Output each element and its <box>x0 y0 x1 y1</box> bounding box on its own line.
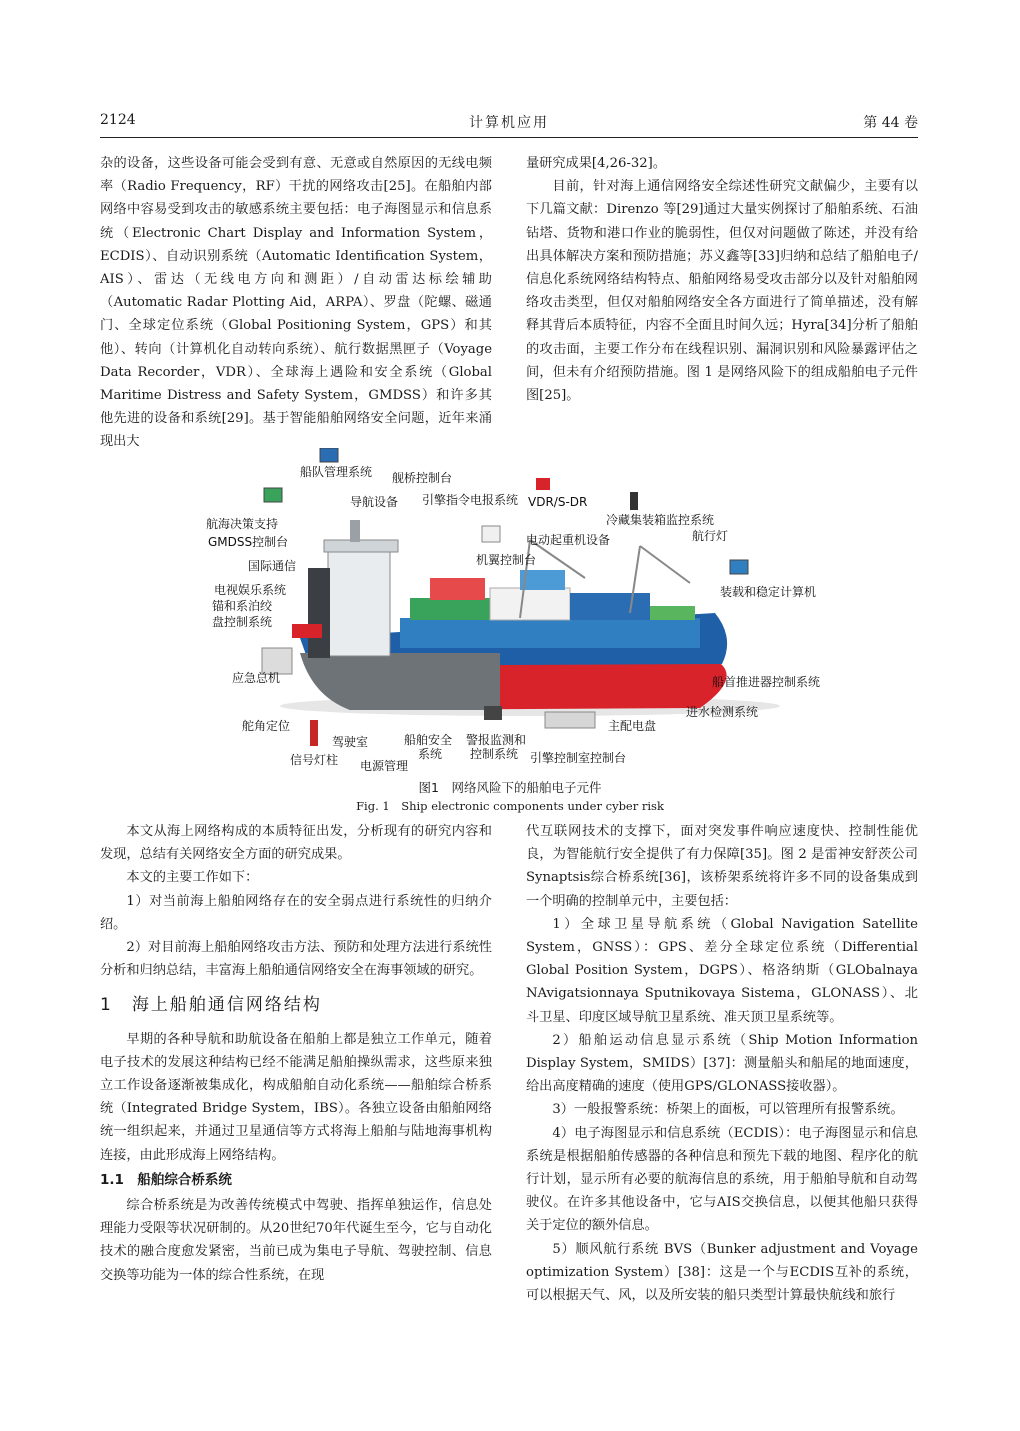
label-bow-thruster: 船首推进器控制系统 <box>712 675 821 689</box>
label-fleet: 船队管理系统 <box>300 465 373 479</box>
page-header <box>100 112 918 138</box>
paragraph: 代互联网技术的支撑下，面对突发事件响应速度快、控制性能优良，为智能航行安全提供了有力保障[35]。图 2 是雷神安舒茨公司 Synaptsis综合桥系统[36]，该桥架系统将许多不同的设备集成到一个明确的控制单元中，主要包括： <box>526 824 918 909</box>
label-emergency: 应急总机 <box>232 671 281 685</box>
label-switchboard: 主配电盘 <box>608 719 657 733</box>
label-loading: 装载和稳定计算机 <box>720 585 817 599</box>
label-engine-telegraph: 引擎指令电报系统 <box>422 493 519 507</box>
label-tv: 电视娱乐系统 <box>214 583 287 597</box>
paragraph: 目前，针对海上通信网络安全综述性研究文献偏少，主要有以下几篇文献：Direnzo 等[29]通过大量实例探讨了船舶系统、石油钻塔、货物和港口作业的脆弱性，但仅对问题做了陈述，并没有给出具体解决方案和预防措施；苏义鑫等[33]归纳和总结了船舶电子/信息化系统网络结构特点、船舶网络易受攻击部分以及针对船舶网络攻击类型，但仅对船舶网络安全各方面进行了简单描述，没有解释其背后本质特征，内容不全面且时间久远；Hyra[34]分析了船舶的攻击面，主要工作分布在线程识别、漏洞识别和风险暴露评估之间，但未有介绍预防措施。图 1 是网络风险下的组成船舶电子元件图[25]。 <box>526 179 918 404</box>
label-wing-console: 机翼控制台 <box>476 553 537 567</box>
paragraph: 量研究成果[4,26-32]。 <box>526 156 667 171</box>
left-column-bottom <box>100 820 492 1287</box>
lifeboat-icon <box>292 624 322 638</box>
label-bridge-console: 舰桥控制台 <box>392 471 453 485</box>
figure-caption-en: Fig. 1 Ship electronic components under cyber risk <box>356 799 664 813</box>
label-ship-safety-1: 船舶安全 <box>404 733 453 747</box>
paragraph: 杂的设备，这些设备可能会受到有意、无意或自然原因的无线电频率（Radio Frequency，RF）干扰的网络攻击[25]。在船舶内部网络中容易受到攻击的敏感系统主要包括：电子海图显示和信息系统（Electronic Chart Display and Information System，ECDIS）、自动识别系统（Automatic Identification System，AIS）、雷达（无线电方向和测距）/自动雷达标绘辅助（Automatic Radar Plotting Aid，ARPA）、罗盘（陀螺、磁通门、全球定位系统（Global Positioning System，GPS）和其他）、转向（计算机化自动转向系统）、航行数据黑匣子（Voyage Data Recorder，VDR）、全球海上遇险和安全系统（Global Maritime Distress and Safety System，GMDSS）和许多其他先进的设备和系统[29]。基于智能船舶网络安全问题，近年来涌现出大 <box>100 156 492 450</box>
right-column-bottom <box>526 820 918 1307</box>
paragraph: 2）船舶运动信息显示系统（Ship Motion Information Display System，SMIDS）[37]：测量船头和船尾的地面速度，给出高度精确的速度（使用GPS/GLONASS接收器）。 <box>526 1032 918 1095</box>
paragraph: 3）一般报警系统：桥架上的面板，可以管理所有报警系统。 <box>552 1102 904 1118</box>
figure-caption-cn: 图1 网络风险下的船舶电子元件 <box>418 780 602 795</box>
label-alarm-2: 控制系统 <box>470 747 519 761</box>
vdr-icon <box>536 478 550 490</box>
monitor-icon <box>484 706 502 720</box>
label-anchor-2: 盘控制系统 <box>212 615 273 629</box>
paragraph: 本文的主要工作如下： <box>126 870 259 886</box>
right-column-top <box>526 152 918 407</box>
paragraph: 2）对目前海上船舶网络攻击方法、预防和处理方法进行系统性分析和归纳总结，丰富海上船舶通信网络安全在海事领域的研究。 <box>100 940 492 979</box>
ship-figure <box>200 448 840 774</box>
label-engine-room: 引擎控制室控制台 <box>530 751 627 765</box>
label-reefer: 冷藏集装箱监控系统 <box>606 513 715 527</box>
mast <box>350 520 360 542</box>
label-anchor-1: 锚和系泊绞 <box>212 599 273 613</box>
section-title: 1 海上船舶通信网络结构 <box>100 995 322 1016</box>
label-nav-equipment: 导航设备 <box>350 495 399 509</box>
paragraph: 4）电子海图显示和信息系统（ECDIS）：电子海图显示和信息系统是根据船舶传感器的各种信息和预先下载的地图、程序化的航行计划，显示所有必要的航海信息的系统，用于船舶导航和自动驾驶仪。在许多其他设备中，它与AIS交换信息，以便其他船只获得关于定位的额外信息。 <box>526 1125 918 1234</box>
label-nav-light: 航行灯 <box>692 529 729 543</box>
label-rudder: 舵角定位 <box>242 719 291 733</box>
funnel <box>308 568 330 658</box>
monitor-icon <box>320 448 338 462</box>
paragraph: 1）全球卫星导航系统（Global Navigation Satellite System，GNSS）：GPS、差分全球定位系统（Differential Global Position System，DGPS）、格洛纳斯（GLObalnaya NAvigatsionnaya Sputnikovaya Sistema，GLONASS）、北斗卫星、印度区域导航卫星系统、准天顶卫星系统等。 <box>526 916 918 1025</box>
paragraph: 本文从海上网络构成的本质特征出发，分析现有的研究内容和发现，总结有关网络安全方面的研究成果。 <box>100 824 492 863</box>
label-wheelhouse: 驾驶室 <box>332 735 369 749</box>
bridge-deck <box>324 540 398 552</box>
journal-name: 计算机应用 <box>469 115 549 131</box>
left-column-top <box>100 152 492 454</box>
paragraph: 1）对当前海上船舶网络存在的安全弱点进行系统性的归纳介绍。 <box>100 893 492 932</box>
header-rule <box>100 137 918 138</box>
label-alarm-1: 警报监测和 <box>466 733 527 747</box>
wing-console-icon <box>482 526 500 542</box>
label-power: 电源管理 <box>360 759 409 773</box>
label-vdr: VDR/S-DR <box>528 495 588 509</box>
volume-label: 第 44 卷 <box>863 115 918 131</box>
reefer-icon <box>630 492 638 510</box>
signal-light-icon <box>310 720 318 746</box>
label-intl-comm: 国际通信 <box>248 559 297 573</box>
label-crane: 电动起重机设备 <box>526 533 611 547</box>
label-flood: 进水检测系统 <box>686 705 759 719</box>
label-signal-light: 信号灯柱 <box>290 753 339 767</box>
label-ship-safety-2: 系统 <box>418 747 443 761</box>
subsection-title: 1.1 船舶综合桥系统 <box>100 1171 232 1188</box>
page-number: 2124 <box>100 112 136 128</box>
paragraph: 早期的各种导航和助航设备在船舶上都是独立工作单元，随着电子技术的发展这种结构已经不能满足船舶操纵需求，这些原来独立工作设备逐渐被集成化，构成船舶自动化系统——船舶综合桥系统（Integrated Bridge System，IBS）。各独立设备由船舶网络统一组织起来，并通过卫星通信等方式将海上船舶与陆地海事机构连接，由此形成海上网络结构。 <box>100 1031 492 1163</box>
container-stacks <box>400 570 700 648</box>
monitor-icon <box>730 560 748 574</box>
monitor-icon <box>264 488 282 502</box>
label-decision-support: 航海决策支持 <box>206 517 279 531</box>
paragraph: 5）顺风航行系统 BVS（Bunker adjustment and Voyage optimization System）[38]：这是一个与ECDIS互补的系统，可以根据天气、风，以及所安装的船只类型计算最快航线和旅行 <box>526 1241 918 1304</box>
paragraph: 综合桥系统是为改善传统模式中驾驶、指挥单独运作，信息处理能力受限等状况研制的。从20世纪70年代诞生至今，它与自动化技术的融合度愈发紧密，当前已成为集电子导航、驾驶控制、信息交换等功能为一体的综合性系统，在现 <box>100 1198 492 1283</box>
switchboard-icon <box>545 712 595 728</box>
label-gmdss: GMDSS控制台 <box>208 535 289 549</box>
superstructure <box>328 548 390 656</box>
